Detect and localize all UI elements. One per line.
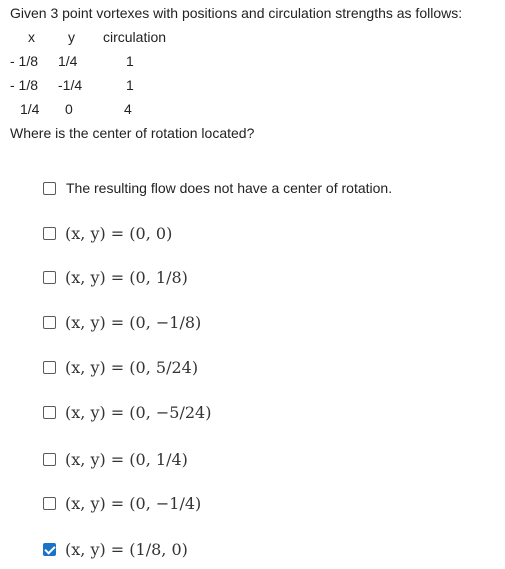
header-x: x [28,29,35,45]
answer-option-0-neg-1-8[interactable] [43,312,201,332]
cell-x: - 1/8 [10,53,39,69]
question-intro [10,4,462,22]
header-y: y [68,29,75,45]
answer-option-0-neg-5-24[interactable] [43,402,211,422]
option-label: (x, y) = (0, 0) [65,223,173,243]
option-label: (x, y) = (0, −5/24) [65,402,212,422]
option-label: (x, y) = (0, 5/24) [65,357,199,377]
option-label: (x, y) = (0, −1/4) [65,493,202,513]
option-label: (x, y) = (0, −1/8) [65,312,202,332]
question-intro-text: Given 3 point vortexes with positions and circulation strengths as follows: [10,5,463,21]
checkbox[interactable] [43,497,56,510]
option-label: The resulting flow does not have a center of rotation. [66,180,393,196]
option-label: (x, y) = (0, 1/4) [65,449,188,469]
answer-option-1-8-0[interactable] [43,539,188,559]
cell-circulation: 1 [126,53,134,69]
answer-option-0-1-4[interactable] [43,449,188,469]
header-circulation: circulation [103,29,167,45]
table-header-row [10,28,210,52]
cell-circulation: 1 [126,77,134,93]
cell-x: 1/4 [20,101,40,117]
answer-option-0-5-24[interactable] [43,357,198,377]
cell-y: 0 [65,101,73,117]
answer-option-0-1-8[interactable] [43,267,188,287]
answer-option-0-neg-1-4[interactable] [43,493,201,513]
checkbox[interactable] [43,453,56,466]
cell-circulation: 4 [124,101,132,117]
checkbox[interactable] [43,316,56,329]
table-row [10,100,210,124]
table-row [10,52,210,76]
checkbox[interactable] [43,227,56,240]
checkbox[interactable] [43,182,56,195]
cell-y: 1/4 [58,53,78,69]
cell-y: -1/4 [58,77,83,93]
checkbox[interactable] [43,361,56,374]
table-row [10,76,210,100]
answer-option-no-center[interactable] [43,178,392,198]
vortex-table [10,28,210,124]
option-label: (x, y) = (1/8, 0) [65,539,188,559]
option-label: (x, y) = (0, 1/8) [65,267,188,287]
checkbox-checked[interactable] [43,543,56,556]
answer-option-0-0[interactable] [43,223,172,243]
question-prompt: Where is the center of rotation located? [10,125,255,141]
checkbox[interactable] [43,406,56,419]
checkbox[interactable] [43,271,56,284]
cell-x: - 1/8 [10,77,39,93]
